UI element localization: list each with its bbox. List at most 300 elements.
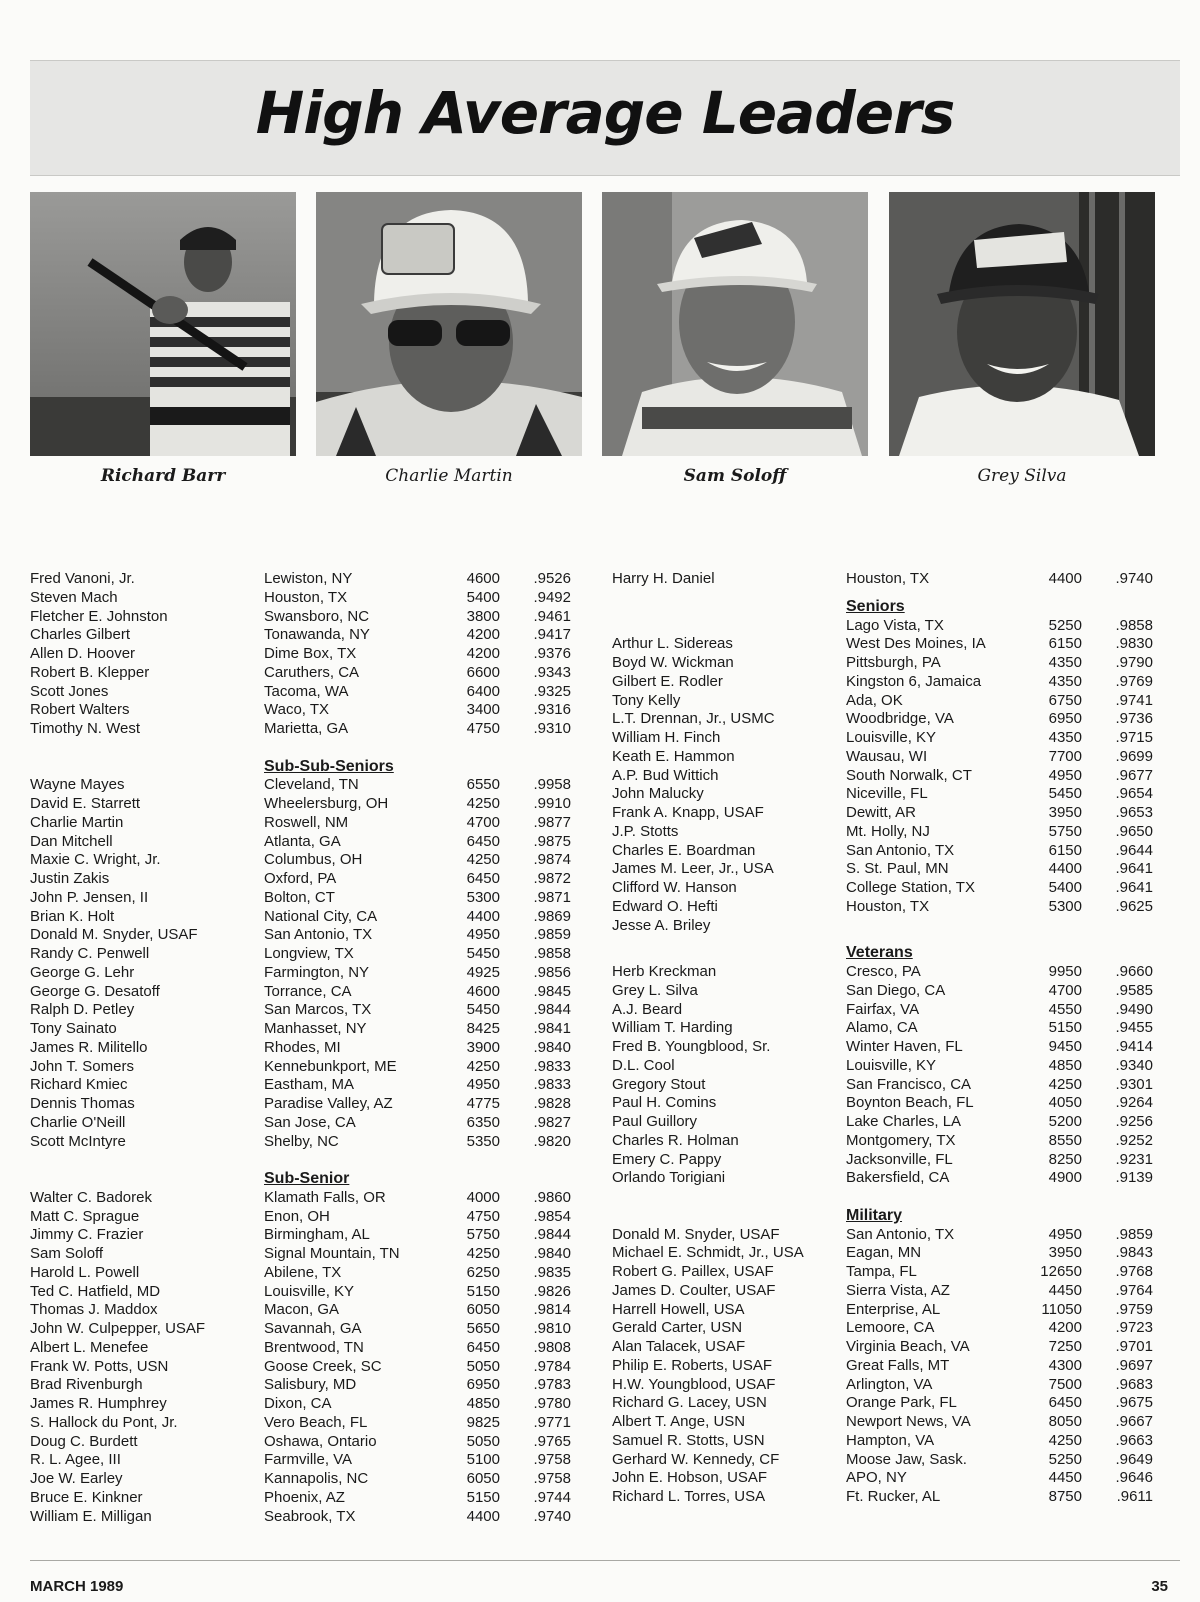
hometown: San Jose, CA — [264, 1113, 356, 1131]
shooter-name: Tony Kelly — [612, 691, 681, 709]
targets-shot: 11050 — [1041, 1300, 1082, 1318]
shooter-name: Harry H. Daniel — [612, 570, 715, 587]
shooter-name: Robert B. Klepper — [30, 663, 150, 681]
average: .9675 — [1115, 1394, 1153, 1412]
table-row — [612, 982, 1172, 1001]
average: .9340 — [1115, 1056, 1153, 1074]
targets-shot: 5450 — [466, 1001, 500, 1019]
list-top-left — [30, 570, 590, 739]
targets-shot: 4050 — [1048, 1094, 1082, 1112]
hometown: Kingston 6, Jamaica — [846, 672, 982, 690]
targets-shot: 4900 — [1048, 1169, 1082, 1187]
targets-shot: 6450 — [466, 1338, 500, 1356]
average: .9744 — [533, 1488, 571, 1506]
targets-shot: 8250 — [1048, 1150, 1082, 1168]
hometown: Lewiston, NY — [264, 570, 353, 587]
average: .9740 — [1115, 570, 1153, 587]
targets-shot: 4850 — [466, 1395, 500, 1412]
targets-shot: 6400 — [466, 682, 500, 700]
shooter-name: Orlando Torigiani — [612, 1169, 726, 1187]
average: .9526 — [533, 570, 571, 587]
hometown: Oshawa, Ontario — [264, 1432, 377, 1450]
average: .9736 — [1115, 710, 1153, 728]
average: .9650 — [1115, 822, 1153, 840]
table-row — [612, 673, 1172, 692]
average: .9856 — [533, 963, 571, 981]
hometown: Enterprise, AL — [846, 1300, 941, 1318]
table-row — [612, 1001, 1172, 1020]
shooter-name: Ralph D. Petley — [30, 1001, 135, 1019]
table-row — [612, 879, 1172, 898]
heading-label: Sub-Sub-Seniors — [264, 757, 394, 775]
hometown: Seabrook, TX — [264, 1507, 356, 1525]
hometown: San Antonio, TX — [846, 1225, 955, 1243]
hometown: Mt. Holly, NJ — [846, 822, 930, 840]
table-row — [612, 1394, 1172, 1413]
shooter-name: Brad Rivenburgh — [30, 1376, 143, 1394]
targets-shot: 4950 — [466, 926, 500, 944]
caption-1: Richard Barr — [100, 466, 226, 486]
targets-shot: 4200 — [466, 626, 500, 644]
average: .9860 — [533, 1188, 571, 1206]
hometown: Longview, TX — [264, 945, 354, 962]
shooter-name: Jimmy C. Frazier — [30, 1226, 144, 1244]
shooter-name: Gerald Carter, USN — [612, 1319, 743, 1337]
table-row — [30, 1133, 590, 1152]
targets-shot: 7250 — [1048, 1338, 1082, 1355]
table-row — [612, 898, 1172, 917]
table-row — [612, 1488, 1172, 1507]
table-row — [612, 1338, 1172, 1357]
table-row — [612, 1451, 1172, 1470]
shooter-name: Justin Zakis — [30, 870, 110, 887]
targets-shot: 4700 — [1048, 981, 1082, 999]
table-row — [612, 1413, 1172, 1432]
targets-shot: 7500 — [1048, 1375, 1082, 1393]
hometown: Signal Mountain, TN — [264, 1245, 400, 1262]
shooter-name: Doug C. Burdett — [30, 1432, 138, 1450]
targets-shot: 5150 — [466, 1488, 500, 1506]
hometown: S. St. Paul, MN — [846, 860, 949, 878]
shooter-name: Tony Sainato — [30, 1020, 117, 1037]
targets-shot: 6950 — [466, 1376, 500, 1394]
hometown: Lago Vista, TX — [846, 616, 944, 634]
hometown: APO, NY — [846, 1469, 907, 1487]
photo-image — [602, 192, 868, 456]
table-row — [612, 617, 1172, 636]
shooter-name: Scott McIntyre — [30, 1132, 126, 1150]
shooter-name: J.P. Stotts — [612, 822, 679, 840]
shooter-name: Richard Kmiec — [30, 1076, 128, 1094]
targets-shot: 4450 — [1048, 1281, 1082, 1299]
targets-shot: 6750 — [1048, 691, 1082, 709]
shooter-name: Samuel R. Stotts, USN — [612, 1431, 765, 1449]
shooter-name: Donald M. Snyder, USAF — [30, 926, 198, 944]
shooter-name: John P. Jensen, II — [30, 888, 149, 906]
shooter-name: Grey L. Silva — [612, 981, 698, 999]
table-row — [30, 1226, 590, 1245]
targets-shot: 12650 — [1040, 1263, 1082, 1280]
footer-divider — [30, 1560, 1180, 1561]
average: .9701 — [1115, 1338, 1153, 1355]
targets-shot: 6050 — [466, 1470, 500, 1487]
hometown: San Antonio, TX — [846, 841, 955, 859]
hometown: Jacksonville, FL — [846, 1150, 953, 1168]
shooter-name: Donald M. Snyder, USAF — [612, 1225, 780, 1243]
average: .9854 — [533, 1207, 571, 1225]
average: .9699 — [1115, 747, 1153, 765]
page-title: High Average Leaders — [255, 79, 955, 147]
table-row — [612, 570, 1172, 589]
table-row — [612, 729, 1172, 748]
average: .9769 — [1115, 672, 1153, 690]
table-row — [612, 654, 1172, 673]
shooter-name: Allen D. Hoover — [30, 645, 136, 662]
hometown: Bakersfield, CA — [846, 1169, 950, 1187]
table-row — [612, 1244, 1172, 1263]
average: .9780 — [533, 1395, 571, 1412]
shooter-name: Michael E. Schmidt, Jr., USA — [612, 1244, 804, 1262]
table-row — [612, 917, 1172, 936]
targets-shot: 5400 — [1048, 879, 1082, 896]
table-row — [30, 570, 590, 589]
list-military — [612, 1226, 1172, 1507]
table-row — [612, 692, 1172, 711]
shooter-name: Steven Mach — [30, 588, 118, 606]
targets-shot: 5750 — [1048, 822, 1082, 840]
targets-shot: 4400 — [466, 907, 500, 925]
shooter-name: Fred Vanoni, Jr. — [30, 570, 135, 587]
targets-shot: 3900 — [466, 1038, 500, 1056]
average: .9667 — [1115, 1413, 1153, 1430]
average: .9611 — [1116, 1488, 1153, 1505]
table-row — [612, 1282, 1172, 1301]
shooter-name: Frank W. Potts, USN — [30, 1357, 169, 1375]
average: .9768 — [1115, 1263, 1153, 1280]
list-sub-sub-seniors — [30, 776, 590, 1151]
table-row — [30, 1508, 590, 1527]
shooter-name: Herb Kreckman — [612, 963, 717, 980]
hometown: Niceville, FL — [846, 785, 928, 803]
average: .9858 — [1115, 616, 1153, 634]
average: .9765 — [533, 1432, 571, 1450]
targets-shot: 5200 — [1048, 1113, 1082, 1130]
hometown: Tampa, FL — [846, 1263, 917, 1280]
targets-shot: 3800 — [466, 607, 500, 625]
hometown: San Marcos, TX — [264, 1001, 372, 1019]
photo-image — [30, 192, 296, 456]
hometown: Kennebunkport, ME — [264, 1057, 397, 1075]
table-row — [612, 1057, 1172, 1076]
targets-shot: 6550 — [466, 776, 500, 794]
average: .9845 — [533, 982, 571, 1000]
average: .9585 — [1115, 981, 1153, 999]
targets-shot: 4300 — [1048, 1356, 1082, 1374]
table-row — [612, 1301, 1172, 1320]
hometown: Paradise Valley, AZ — [264, 1095, 393, 1112]
hometown: Fairfax, VA — [846, 1000, 920, 1018]
shooter-name: S. Hallock du Pont, Jr. — [30, 1413, 178, 1431]
targets-shot: 4950 — [466, 1076, 500, 1094]
average: .9814 — [533, 1301, 571, 1319]
hometown: Newport News, VA — [846, 1413, 971, 1430]
average: .9859 — [533, 926, 571, 944]
targets-shot: 4000 — [466, 1188, 500, 1206]
hometown: Rhodes, MI — [264, 1038, 341, 1056]
hometown: Kannapolis, NC — [264, 1470, 369, 1487]
shooter-name: Charles Gilbert — [30, 626, 131, 644]
left-column — [30, 570, 590, 1526]
average: .9844 — [533, 1226, 571, 1244]
targets-shot: 4250 — [466, 851, 500, 869]
targets-shot: 5100 — [466, 1451, 500, 1469]
shooter-name: Richard G. Lacey, USN — [612, 1394, 767, 1412]
average: .9231 — [1115, 1150, 1153, 1168]
table-row — [30, 833, 590, 852]
table-row — [612, 1076, 1172, 1095]
average: .9764 — [1115, 1281, 1153, 1299]
shooter-name: Ted C. Hatfield, MD — [30, 1282, 161, 1300]
hometown: College Station, TX — [846, 879, 975, 896]
targets-shot: 4200 — [1048, 1319, 1082, 1337]
shooter-name: John W. Culpepper, USAF — [30, 1320, 206, 1337]
table-row — [30, 645, 590, 664]
average: .9841 — [533, 1020, 571, 1037]
shooter-name: Clifford W. Hanson — [612, 879, 737, 896]
hometown: Roswell, NM — [264, 813, 349, 831]
shooter-name: Fred B. Youngblood, Sr. — [612, 1038, 771, 1055]
shooter-name: Alan Talacek, USAF — [612, 1338, 746, 1355]
hometown: Arlington, VA — [846, 1375, 933, 1393]
hometown: Louisville, KY — [846, 1056, 937, 1074]
hometown: Ada, OK — [846, 691, 903, 709]
shooter-name: L.T. Drennan, Jr., USMC — [612, 710, 775, 728]
average: .9139 — [1115, 1169, 1153, 1187]
shooter-name: Harrell Howell, USA — [612, 1300, 745, 1318]
targets-shot: 6450 — [466, 832, 500, 850]
shooter-name: Dan Mitchell — [30, 832, 113, 850]
targets-shot: 4250 — [466, 1057, 500, 1075]
table-row — [30, 1058, 590, 1077]
average: .9316 — [533, 701, 571, 719]
shooter-name: Thomas J. Maddox — [30, 1301, 158, 1319]
table-row — [30, 1208, 590, 1227]
list-sub-senior — [30, 1189, 590, 1527]
shooter-name: H.W. Youngblood, USAF — [612, 1375, 776, 1393]
shooter-name: Scott Jones — [30, 682, 109, 700]
shooter-name: Edward O. Hefti — [612, 897, 718, 915]
hometown: Caruthers, CA — [264, 663, 360, 681]
hometown: National City, CA — [264, 907, 378, 925]
hometown: Atlanta, GA — [264, 832, 341, 850]
shooter-name: Charlie Martin — [30, 813, 124, 831]
section-heading-seniors — [612, 598, 1172, 617]
hometown: Tacoma, WA — [264, 682, 349, 700]
hometown: Virginia Beach, VA — [846, 1338, 970, 1355]
targets-shot: 6950 — [1048, 710, 1082, 728]
shooter-name: Boyd W. Wickman — [612, 654, 734, 671]
shooter-name: Emery C. Pappy — [612, 1150, 722, 1168]
hometown: Savannah, GA — [264, 1320, 362, 1337]
shooter-name: A.J. Beard — [612, 1000, 683, 1018]
average: .9325 — [533, 682, 571, 700]
average: .9715 — [1115, 729, 1153, 746]
hometown: Eastham, MA — [264, 1076, 355, 1094]
targets-shot: 6350 — [466, 1113, 500, 1131]
hometown: Great Falls, MT — [846, 1356, 950, 1374]
targets-shot: 4950 — [1048, 766, 1082, 784]
targets-shot: 5250 — [1048, 1450, 1082, 1468]
shooter-name: Albert T. Ange, USN — [612, 1413, 746, 1430]
shooter-name: John Malucky — [612, 785, 704, 803]
table-row — [30, 1020, 590, 1039]
average: .9783 — [533, 1376, 571, 1394]
hometown: Brentwood, TN — [264, 1338, 364, 1356]
heading-label: Sub-Senior — [264, 1170, 350, 1187]
table-row — [30, 776, 590, 795]
targets-shot: 4200 — [466, 645, 500, 662]
right-column — [612, 570, 1172, 1507]
table-row — [30, 1283, 590, 1302]
shooter-name: Charlie O'Neill — [30, 1113, 126, 1131]
targets-shot: 6450 — [466, 870, 500, 887]
hometown: Cresco, PA — [846, 963, 921, 980]
average: .9869 — [533, 907, 571, 925]
targets-shot: 4750 — [466, 1207, 500, 1225]
hometown: Klamath Falls, OR — [264, 1188, 386, 1206]
average: .9875 — [533, 832, 571, 850]
targets-shot: 4850 — [1048, 1056, 1082, 1074]
average: .9859 — [1115, 1225, 1153, 1243]
table-row — [612, 748, 1172, 767]
heading-label: Seniors — [846, 597, 905, 615]
targets-shot: 5450 — [1048, 785, 1082, 803]
table-row — [612, 804, 1172, 823]
hometown: Bolton, CT — [264, 888, 335, 906]
table-row — [612, 1432, 1172, 1451]
issue-date: MARCH 1989 — [30, 1578, 124, 1595]
photo-richard-barr — [30, 192, 296, 456]
average: .9784 — [533, 1357, 571, 1375]
shooter-name: A.P. Bud Wittich — [612, 766, 719, 784]
shooter-name: Maxie C. Wright, Jr. — [30, 851, 161, 869]
hometown: San Francisco, CA — [846, 1075, 972, 1093]
targets-shot: 4600 — [466, 570, 500, 587]
table-row — [612, 1263, 1172, 1282]
average: .9644 — [1115, 841, 1153, 859]
shooter-name: Gregory Stout — [612, 1075, 706, 1093]
section-heading-sub-sub-seniors — [30, 758, 590, 777]
table-row — [30, 926, 590, 945]
targets-shot: 9950 — [1048, 963, 1082, 980]
shooter-name: William T. Harding — [612, 1019, 733, 1037]
hometown: Shelby, NC — [264, 1132, 339, 1150]
average: .9820 — [533, 1132, 571, 1150]
targets-shot: 5150 — [1048, 1019, 1082, 1037]
title-banner — [30, 60, 1180, 176]
average: .9301 — [1115, 1075, 1153, 1093]
targets-shot: 6050 — [466, 1301, 500, 1319]
average: .9759 — [1115, 1300, 1153, 1318]
shooter-name: Randy C. Penwell — [30, 945, 150, 962]
hometown: Winter Haven, FL — [846, 1038, 963, 1055]
targets-shot: 4700 — [466, 813, 500, 831]
photo-charlie-martin — [316, 192, 582, 456]
targets-shot: 3950 — [1048, 804, 1082, 821]
hometown: San Antonio, TX — [264, 926, 373, 944]
shooter-name: Walter C. Badorek — [30, 1188, 152, 1206]
table-row — [30, 1433, 590, 1452]
hometown: Macon, GA — [264, 1301, 340, 1319]
average: .9810 — [533, 1320, 571, 1337]
table-row — [30, 683, 590, 702]
average: .9641 — [1115, 879, 1153, 896]
hometown: Marietta, GA — [264, 720, 349, 737]
table-row — [612, 1469, 1172, 1488]
average: .9877 — [533, 813, 571, 831]
shooter-name: Gerhard W. Kennedy, CF — [612, 1450, 780, 1468]
average: .9310 — [533, 720, 571, 737]
shooter-name: D.L. Cool — [612, 1056, 675, 1074]
average: .9663 — [1115, 1431, 1153, 1449]
table-row — [612, 710, 1172, 729]
shooter-name: Philip E. Roberts, USAF — [612, 1356, 773, 1374]
table-row — [30, 1095, 590, 1114]
hometown: Boynton Beach, FL — [846, 1094, 974, 1112]
hometown: South Norwalk, CT — [846, 766, 972, 784]
shooter-name: James R. Humphrey — [30, 1395, 167, 1412]
table-row — [30, 814, 590, 833]
targets-shot: 4250 — [466, 795, 500, 812]
photo-image — [889, 192, 1155, 456]
hometown: Ft. Rucker, AL — [846, 1488, 941, 1505]
caption-2: Charlie Martin — [385, 466, 513, 486]
table-row — [612, 860, 1172, 879]
average: .9833 — [533, 1057, 571, 1075]
hometown: Houston, TX — [264, 588, 348, 606]
table-row — [612, 1019, 1172, 1038]
targets-shot: 5050 — [466, 1357, 500, 1375]
hometown: Houston, TX — [846, 570, 930, 587]
table-row — [30, 1395, 590, 1414]
shooter-name: Dennis Thomas — [30, 1095, 135, 1112]
hometown: Goose Creek, SC — [264, 1357, 382, 1375]
shooter-name: R. L. Agee, III — [30, 1451, 121, 1469]
table-row — [612, 842, 1172, 861]
hometown: Abilene, TX — [264, 1263, 342, 1281]
hometown: Waco, TX — [264, 701, 330, 719]
average: .9252 — [1115, 1131, 1153, 1149]
hometown: Columbus, OH — [264, 851, 363, 869]
table-row — [612, 767, 1172, 786]
shooter-name: Joe W. Earley — [30, 1470, 123, 1487]
targets-shot: 4400 — [1048, 570, 1082, 587]
average: .9840 — [533, 1038, 571, 1056]
targets-shot: 4925 — [466, 963, 500, 981]
targets-shot: 5650 — [466, 1320, 500, 1337]
hometown: Oxford, PA — [264, 870, 337, 887]
table-row — [612, 1376, 1172, 1395]
shooter-name: Fletcher E. Johnston — [30, 607, 168, 625]
average: .9758 — [533, 1470, 571, 1487]
average: .9264 — [1115, 1094, 1153, 1112]
table-row — [30, 908, 590, 927]
shooter-name: Keath E. Hammon — [612, 747, 735, 765]
hometown: Montgomery, TX — [846, 1131, 956, 1149]
average: .9830 — [1115, 635, 1153, 653]
targets-shot: 5450 — [466, 945, 500, 962]
hometown: Torrance, CA — [264, 982, 352, 1000]
